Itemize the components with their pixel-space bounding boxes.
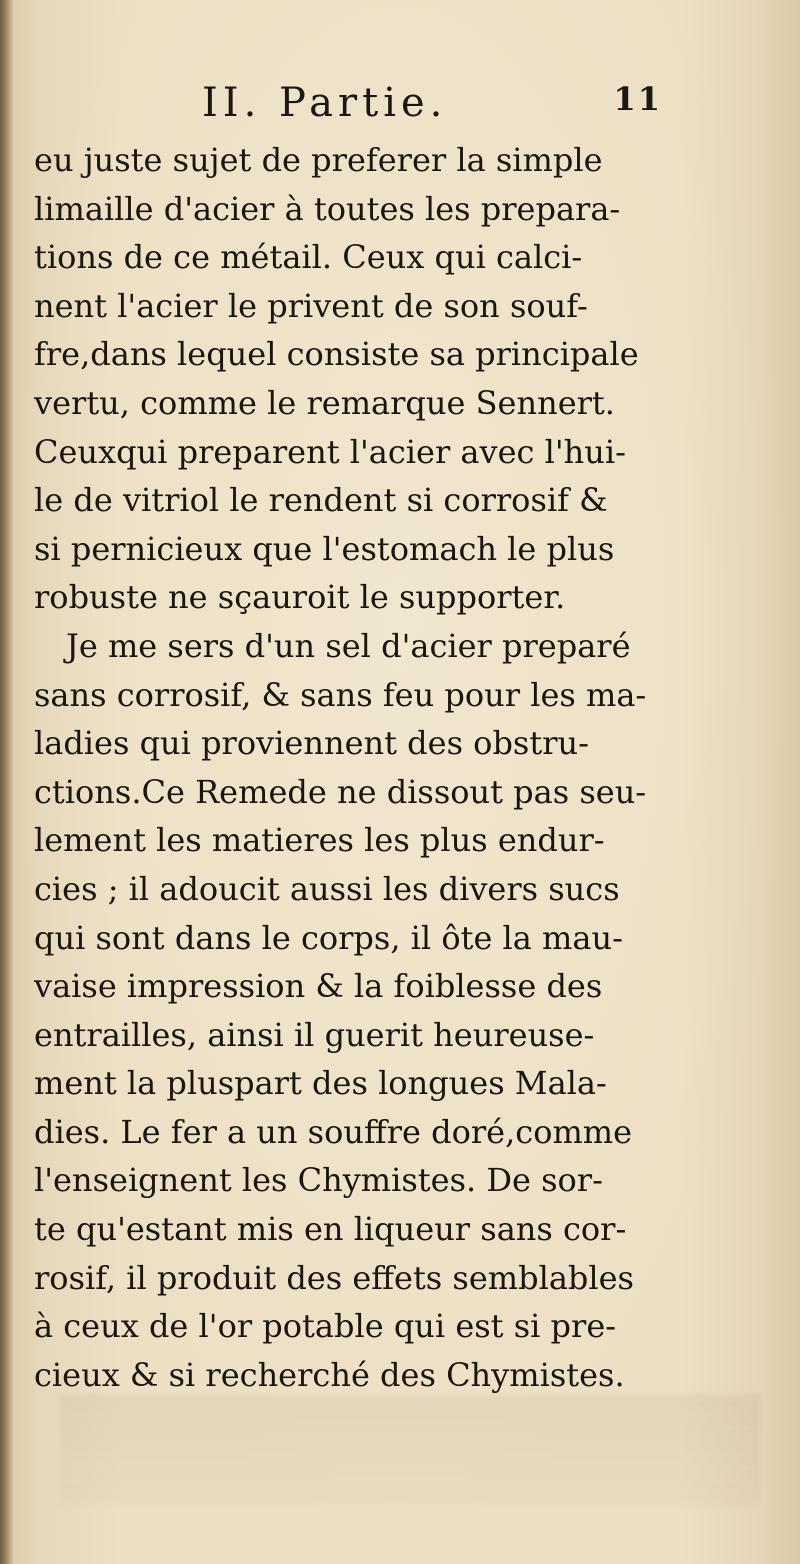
body-text — [34, 136, 660, 1399]
text-line: Je me sers d'un sel d'acier preparé — [66, 626, 631, 665]
page-gutter-shadow — [0, 0, 14, 1564]
text-line: à ceux de l'or potable qui est si pre- — [34, 1307, 617, 1346]
text-line: sans corrosif, & sans feu pour les ma- — [34, 675, 647, 714]
text-line: cies ; il adoucit aussi les divers sucs — [34, 869, 620, 908]
text-line: ment la pluspart des longues Mala- — [34, 1064, 607, 1103]
text-line: si pernicieux que l'estomach le plus — [34, 529, 615, 568]
show-through-bleed — [60, 1395, 760, 1505]
text-line: le de vitriol le rendent si corrosif & — [34, 481, 608, 520]
text-line: entrailles, ainsi il guerit heureuse- — [34, 1015, 595, 1054]
text-line: rosif, il produit des effets semblables — [34, 1258, 634, 1297]
text-line: Ceuxqui preparent l'acier avec l'hui- — [34, 432, 626, 471]
text-line: qui sont dans le corps, il ôte la mau- — [34, 918, 623, 957]
text-line: vaise impression & la foiblesse des — [34, 967, 603, 1006]
text-line: nent l'acier le privent de son souf- — [34, 286, 588, 325]
text-line: robuste ne sçauroit le supporter. — [34, 578, 566, 617]
paragraph-1 — [34, 136, 660, 622]
text-line: cieux & si recherché des Chymistes. — [34, 1355, 625, 1394]
text-line: te qu'estant mis en liqueur sans cor- — [34, 1210, 627, 1249]
paragraph-2 — [34, 622, 660, 1400]
text-line: l'enseignent les Chymistes. De sor- — [34, 1161, 603, 1200]
text-line: ctions.Ce Remede ne dissout pas seu- — [34, 772, 647, 811]
text-line: tions de ce métail. Ceux qui calci- — [34, 238, 583, 277]
page-number: 11 — [613, 80, 662, 118]
text-line: limaille d'acier à toutes les prepara- — [34, 189, 621, 228]
running-head: II. Partie. — [202, 80, 448, 126]
text-line: eu juste sujet de preferer la simple — [34, 141, 603, 179]
text-line: ladies qui proviennent des obstru- — [34, 724, 589, 763]
text-line: vertu, comme le remarque Sennert. — [34, 383, 615, 422]
text-line: lement les matieres les plus endur- — [34, 821, 605, 860]
text-line: dies. Le fer a un souffre doré,comme — [34, 1112, 633, 1151]
page-header — [34, 76, 660, 128]
text-line: fre,dans lequel consiste sa principale — [34, 335, 639, 374]
